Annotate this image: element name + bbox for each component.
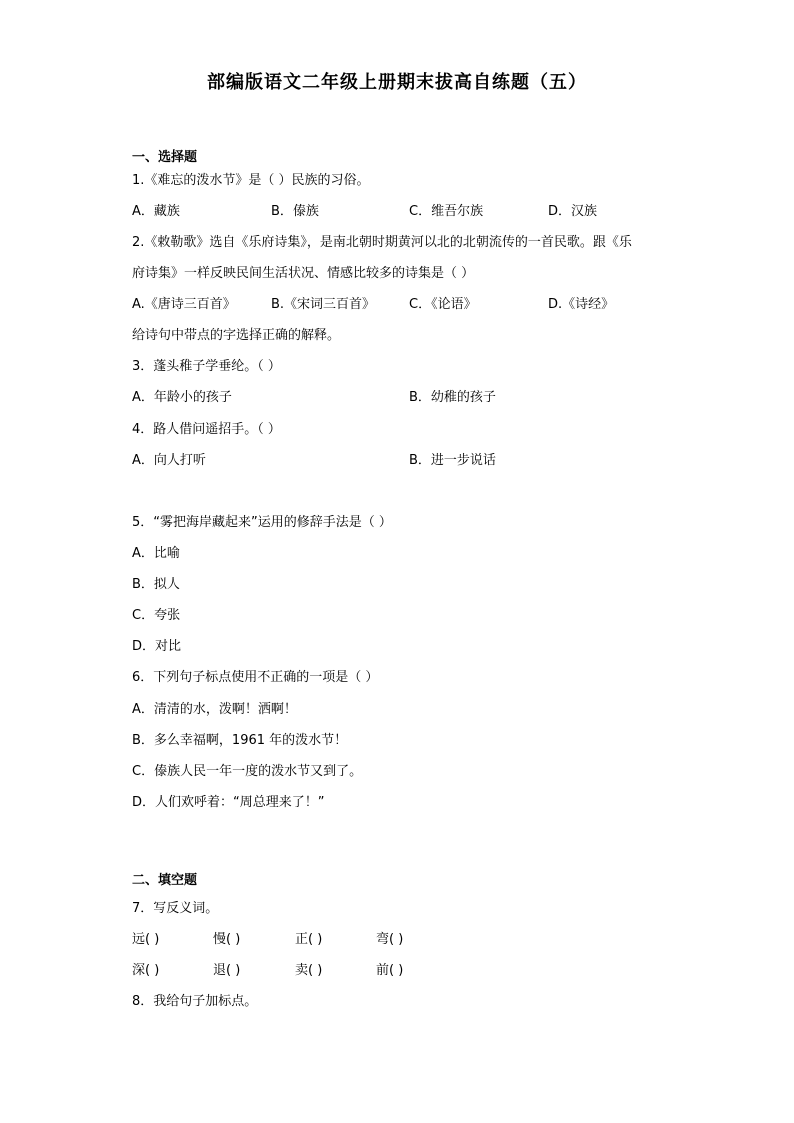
antonym-blank-8[interactable]: 前( ) [376,963,404,978]
question-5-option-d: D．对比 [132,639,182,654]
question-2-option-b: B.《宋词三百首》 [271,297,376,312]
antonym-blank-5[interactable]: 深( ) [132,963,160,978]
question-6-option-d: D．人们欢呼着：“周总理来了！” [132,795,325,810]
question-6-option-c: C．傣族人民一年一度的泼水节又到了。 [132,764,363,779]
question-3-option-b: B．幼稚的孩子 [409,390,496,405]
question-2-option-a: A.《唐诗三百首》 [132,297,236,312]
question-4-option-a: A．向人打听 [132,453,206,468]
page-title: 部编版语文二年级上册期末拔高自练题（五） [207,72,587,93]
section-heading-fill: 二、填空题 [132,873,198,888]
question-3-stem: 3．蓬头稚子学垂纶。（ ） [132,359,281,374]
question-2-option-c: C．《论语》 [409,297,477,312]
question-5-option-c: C．夸张 [132,608,181,623]
question-1-option-c: C．维吾尔族 [409,204,484,219]
question-4-option-b: B．进一步说话 [409,453,496,468]
question-1-option-a: A．藏族 [132,204,180,219]
question-7-stem: 7．写反义词。 [132,901,219,916]
question-1-stem: 1.《难忘的泼水节》是（ ）民族的习俗。 [132,173,370,188]
question-6-option-a: A．清清的水，泼啊！洒啊！ [132,702,297,717]
antonym-blank-1[interactable]: 远( ) [132,932,160,947]
question-2-option-d: D.《诗经》 [548,297,615,312]
question-5-option-a: A．比喻 [132,546,180,561]
question-2-stem-line-1: 2.《敕勒歌》选自《乐府诗集》，是南北朝时期黄河以北的北朝流传的一首民歌。跟《乐 [132,235,632,250]
question-5-stem: 5．“雾把海岸藏起来”运用的修辞手法是（ ） [132,515,392,530]
question-6-option-b: B．多么幸福啊，1961 年的泼水节！ [132,733,348,748]
section-heading-choice: 一、选择题 [132,150,198,165]
antonym-blank-4[interactable]: 弯( ) [376,932,404,947]
instruction-text: 给诗句中带点的字选择正确的解释。 [132,328,341,343]
question-5-option-b: B．拟人 [132,577,180,592]
question-6-stem: 6．下列句子标点使用不正确的一项是（ ） [132,670,379,685]
antonym-blank-2[interactable]: 慢( ) [213,932,241,947]
question-1-option-d: D．汉族 [548,204,598,219]
antonym-blank-7[interactable]: 卖( ) [295,963,323,978]
antonym-blank-6[interactable]: 退( ) [213,963,241,978]
question-8-stem: 8．我给句子加标点。 [132,994,258,1009]
question-4-stem: 4．路人借问遥招手。（ ） [132,422,281,437]
antonym-blank-3[interactable]: 正( ) [295,932,323,947]
question-1-option-b: B．傣族 [271,204,319,219]
question-3-option-a: A．年龄小的孩子 [132,390,232,405]
question-2-stem-line-2: 府诗集》一样反映民间生活状况、情感比较多的诗集是（ ） [132,266,475,281]
